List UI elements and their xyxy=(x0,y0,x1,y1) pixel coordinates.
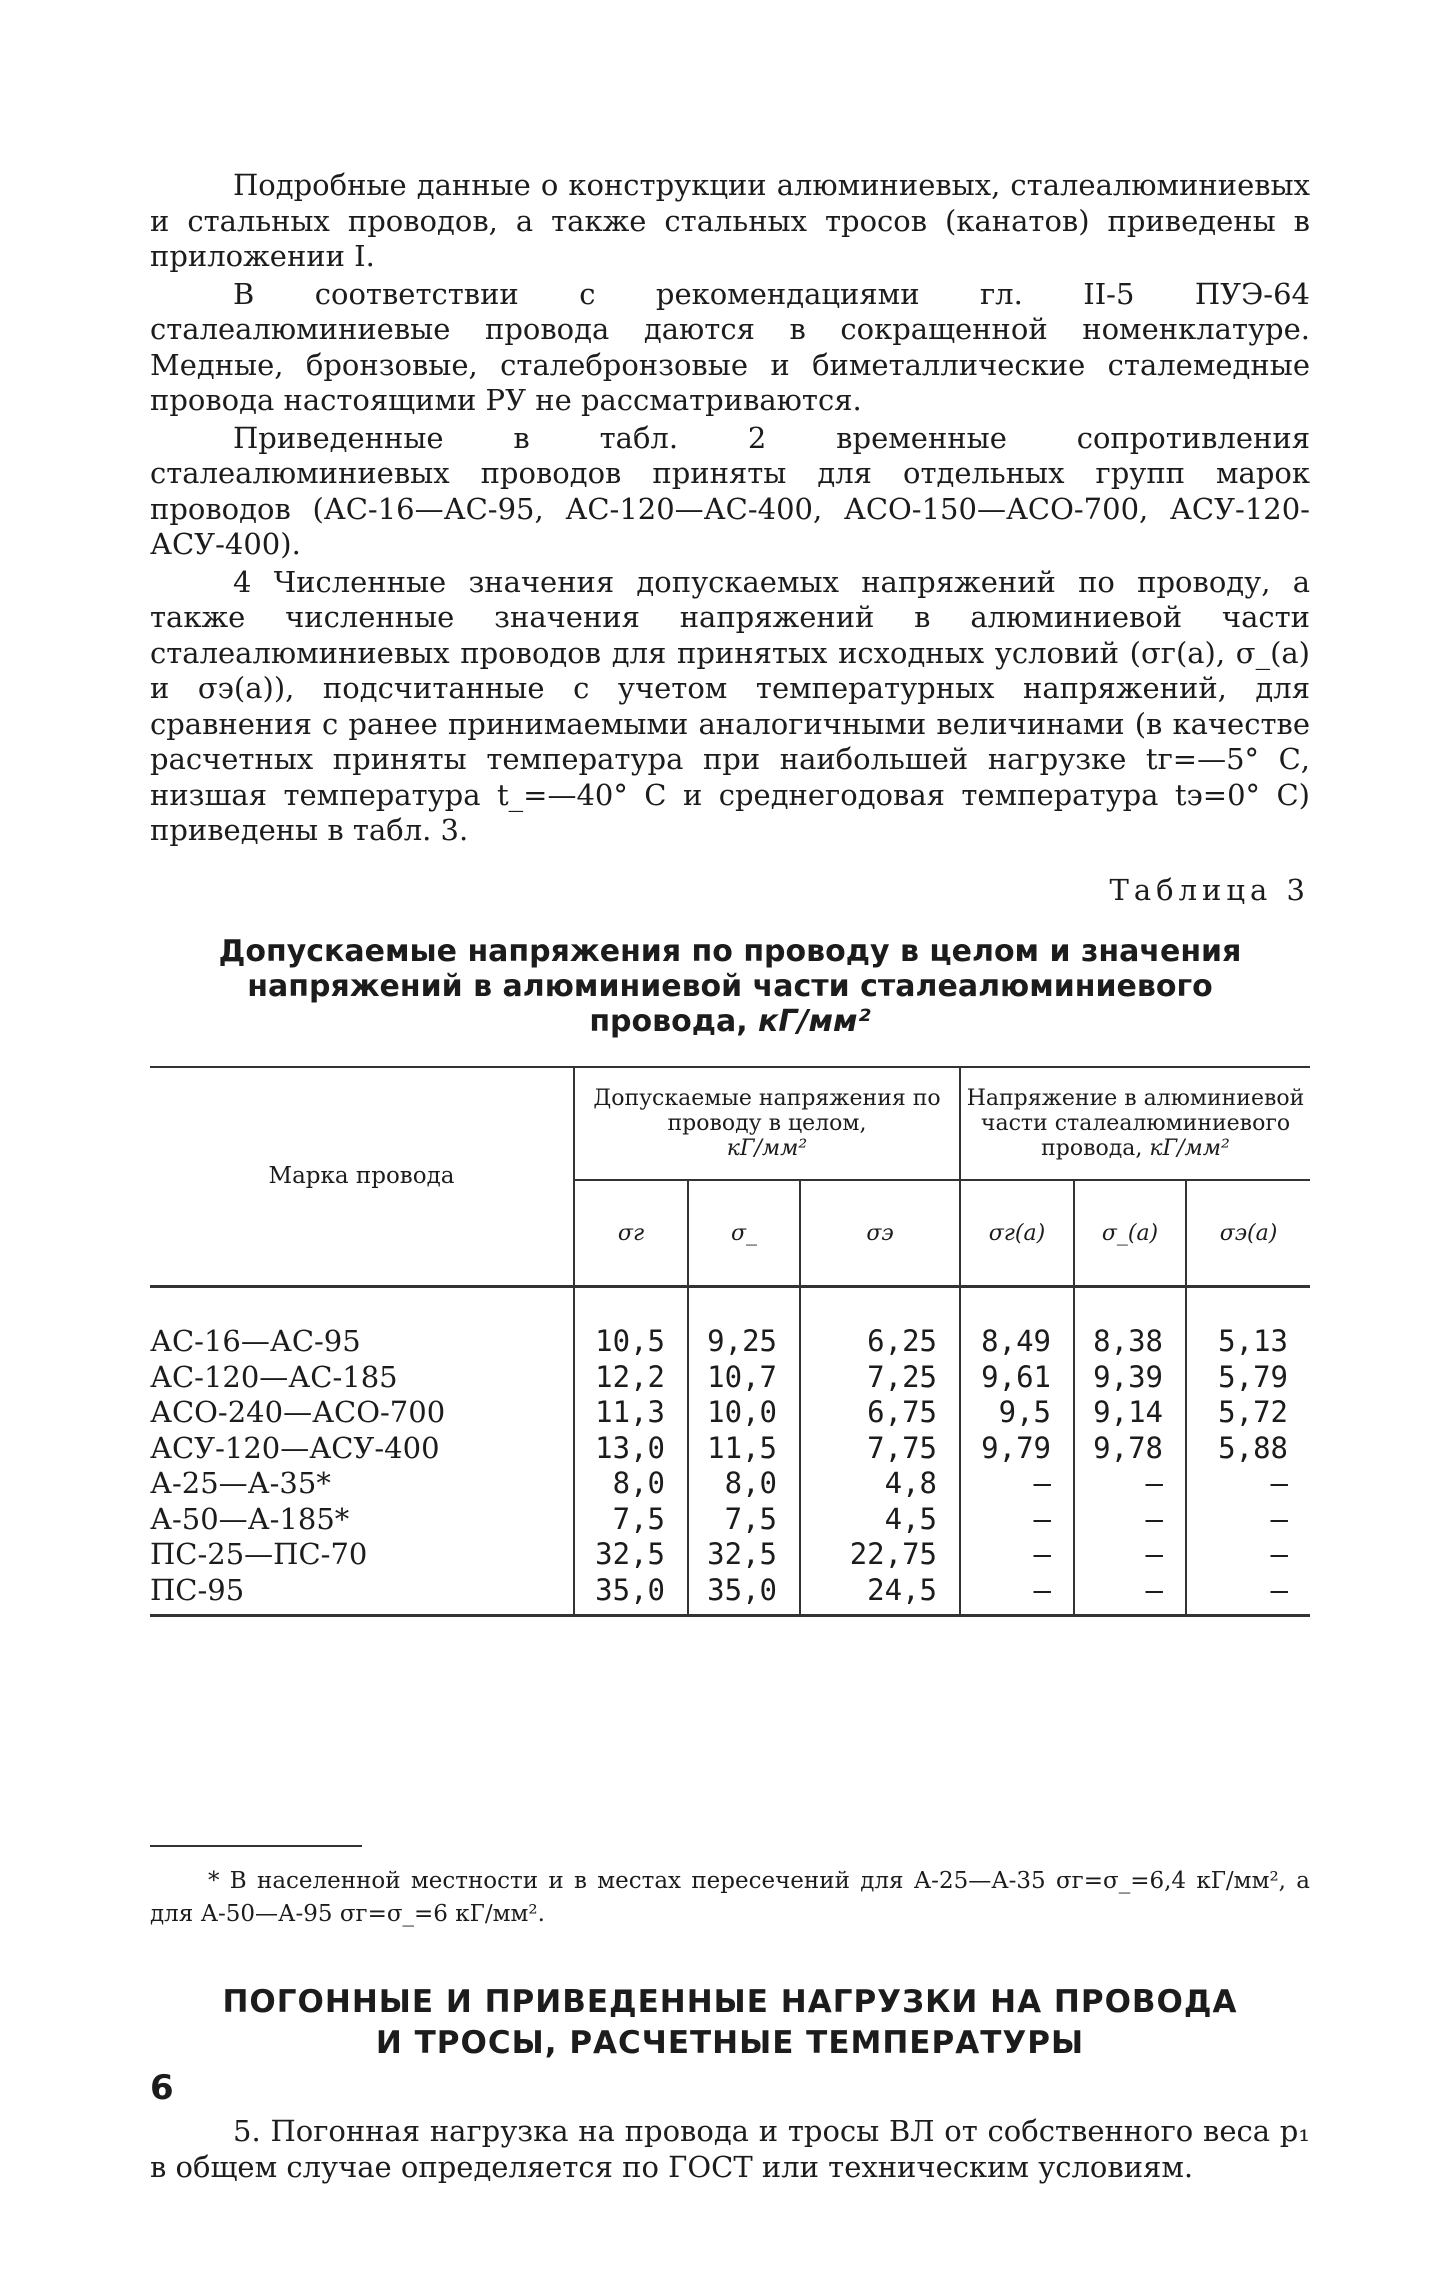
group-aluminium-label: Напряжение в алюминиевой части сталеалюминиевого провода, xyxy=(966,1086,1305,1161)
group-allowed-label: Допускаемые напряжения по проводу в целом, xyxy=(593,1086,941,1136)
table-row: АС-16—АС-95 10,5 9,25 6,25 8,49 8,38 5,13 xyxy=(150,1287,1310,1360)
stress-table-wrapper xyxy=(150,1066,1310,1617)
table-title-text: провода, xyxy=(589,1004,748,1039)
symbol-sigma-minus-a: σ_(а) xyxy=(1074,1180,1186,1287)
table-row: ПС-95 35,0 35,0 24,5 — — — xyxy=(150,1573,1310,1616)
section-heading xyxy=(150,1982,1310,2064)
table-row: А-25—А-35* 8,0 8,0 4,8 — — — xyxy=(150,1466,1310,1502)
symbol-sigma-g-a: σг(а) xyxy=(960,1180,1074,1287)
table-row: АСУ-120—АСУ-400 13,0 11,5 7,75 9,79 9,78 5,88 xyxy=(150,1431,1310,1467)
paragraph-4: 4 Численные значения допускаемых напряжений по проводу, а также численные значения напряжений в алюминиевой части сталеалюминиевых проводов для принятых исходных условий (σг(а), σ_(а) и σэ(а)), подсчитанные с учетом температурных напряжений, для сравнения с ранее принимаемыми аналогичными величинами (в качестве расчетных приняты температура при наибольшей нагрузке tг=—5° С, низшая температура t_=—40° С и среднегодовая температура tэ=0° С) приведены в табл. 3. xyxy=(150,564,1310,847)
table-title-line-1: Допускаемые напряжения по проводу в целом и значения xyxy=(218,934,1242,969)
column-group-aluminium xyxy=(960,1067,1310,1180)
table-row: А-50—А-185* 7,5 7,5 4,5 — — — xyxy=(150,1502,1310,1538)
table-title-line-2: напряжений в алюминиевой части сталеалюминиевого xyxy=(247,969,1213,1004)
symbol-sigma-minus: σ_ xyxy=(688,1180,800,1287)
symbol-sigma-g: σг xyxy=(574,1180,688,1287)
paragraph-3: Приведенные в табл. 2 временные сопротивления сталеалюминиевых проводов приняты для отдельных групп марок проводов (АС-16—АС-95, АС-120—АС-400, АСО-150—АСО-700, АСУ-120-АСУ-400). xyxy=(150,420,1310,561)
group-allowed-unit: кГ/мм² xyxy=(726,1136,808,1161)
section-heading-line-1: ПОГОННЫЕ И ПРИВЕДЕННЫЕ НАГРУЗКИ НА ПРОВОДА xyxy=(222,1984,1238,2020)
footnote-divider xyxy=(150,1845,362,1847)
table-label: Таблица 3 xyxy=(1109,873,1310,907)
table-row: АСО-240—АСО-700 11,3 10,0 6,75 9,5 9,14 5,72 xyxy=(150,1395,1310,1431)
column-header-name: Марка провода xyxy=(268,1163,455,1189)
table-title xyxy=(150,934,1310,1039)
section-body xyxy=(150,2114,1310,2185)
paragraph-1: Подробные данные о конструкции алюминиевых, сталеалюминиевых и стальных проводов, а также стальных тросов (канатов) приведены в приложении I. xyxy=(150,168,1310,273)
symbol-sigma-e: σэ xyxy=(800,1180,960,1287)
table-body xyxy=(150,1287,1310,1616)
table-row: АС-120—АС-185 12,2 10,7 7,25 9,61 9,39 5,79 xyxy=(150,1360,1310,1396)
section-heading-line-2: И ТРОСЫ, РАСЧЕТНЫЕ ТЕМПЕРАТУРЫ xyxy=(375,2025,1085,2061)
symbol-sigma-e-a: σэ(а) xyxy=(1186,1180,1310,1287)
table-caption xyxy=(150,828,1310,1039)
table-footnote: * В населенной местности и в местах пересечений для А-25—А-35 σг=σ_=6,4 кГ/мм², а для А-50—А-95 σг=σ_=6 кГ/мм². xyxy=(150,1868,1310,1927)
stress-table xyxy=(150,1066,1310,1617)
paragraph-5: 5. Погонная нагрузка на провода и тросы ВЛ от собственного веса p₁ в общем случае определяется по ГОСТ или техническим условиям. xyxy=(150,2114,1310,2184)
column-group-allowed xyxy=(574,1067,960,1180)
table-title-line-3 xyxy=(150,1004,1310,1039)
page-number: 6 xyxy=(150,2068,174,2108)
table-row: ПС-25—ПС-70 32,5 32,5 22,75 — — — xyxy=(150,1537,1310,1573)
intro-text xyxy=(150,168,1310,849)
group-aluminium-unit: кГ/мм² xyxy=(1149,1136,1230,1161)
paragraph-2: В соответствии с рекомендациями гл. II-5 ПУЭ-64 сталеалюминиевые провода даются в сокращенной номенклатуре. Медные, бронзовые, сталебронзовые и биметаллические сталемедные провода настоящими РУ не рассматриваются. xyxy=(150,276,1310,417)
table-title-unit: кГ/мм² xyxy=(758,1004,871,1039)
